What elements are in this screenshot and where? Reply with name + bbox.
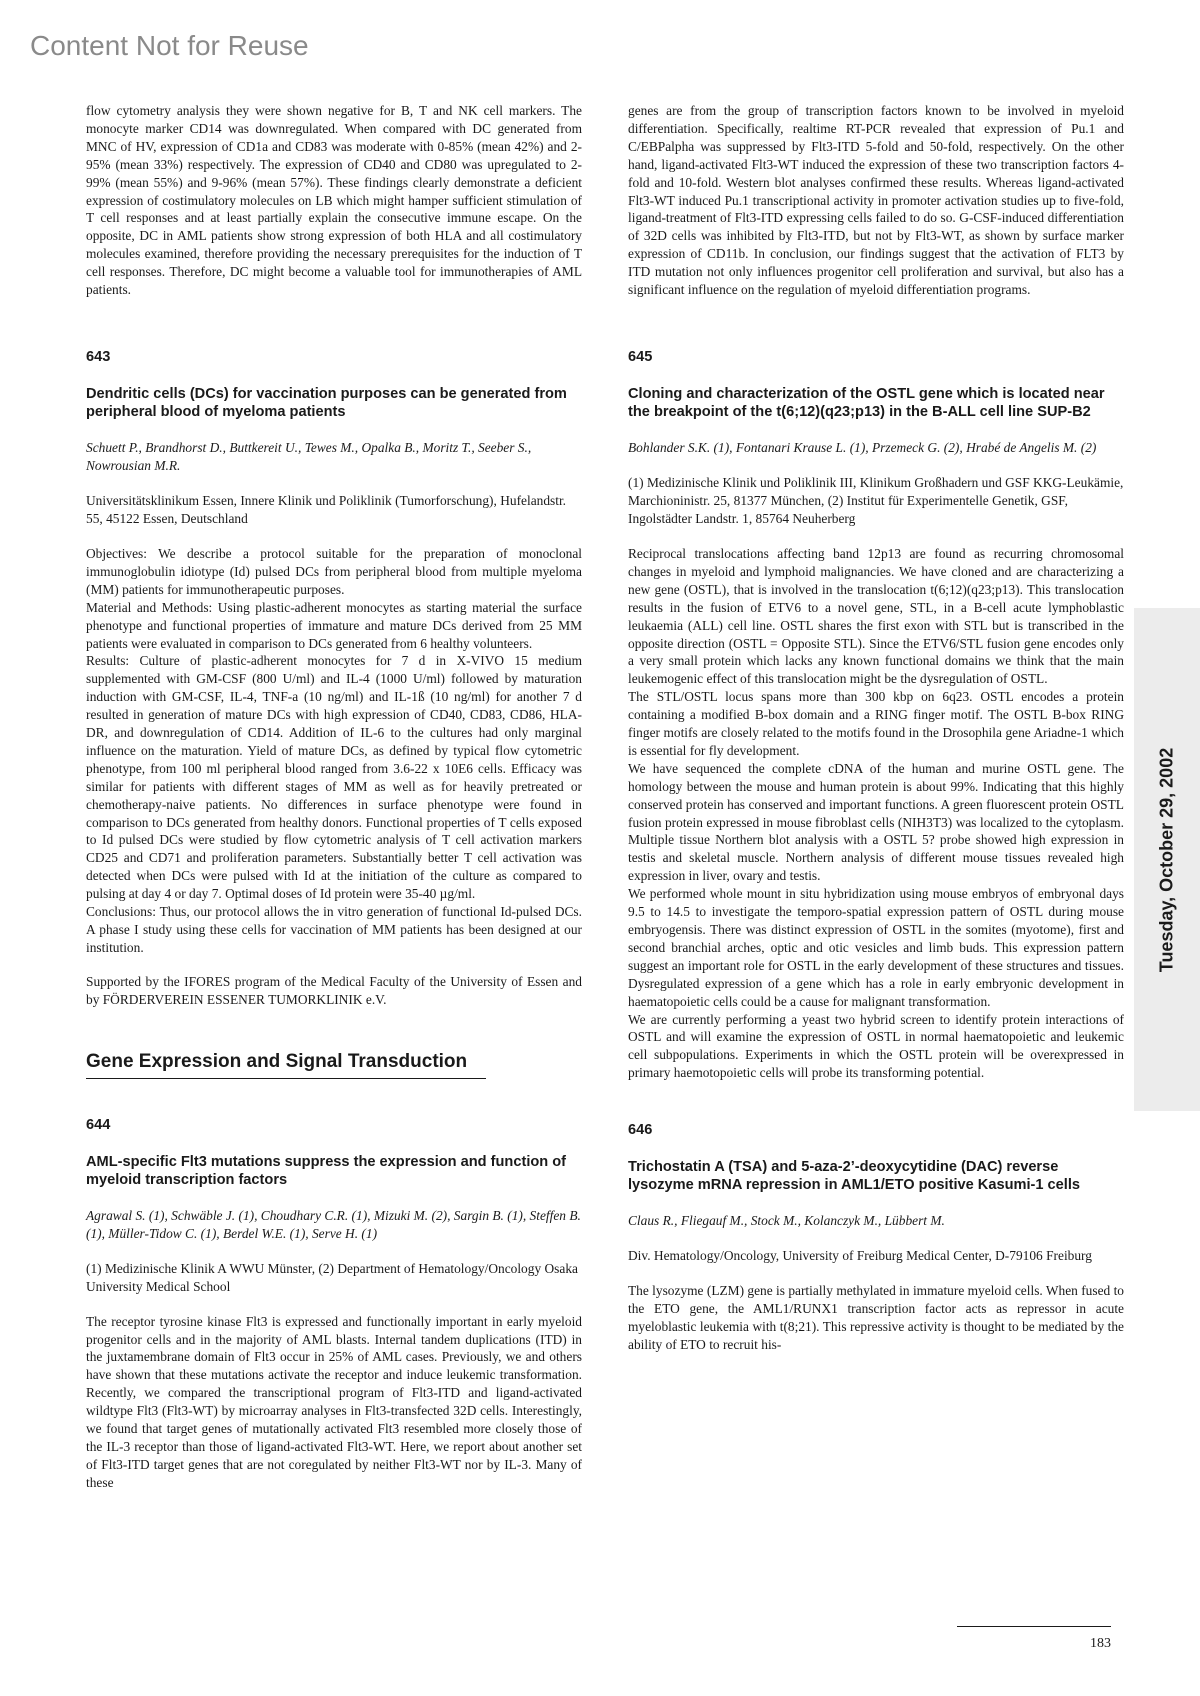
abstract-title: Trichostatin A (TSA) and 5-aza-2’-deoxycytidine (DAC) reverse lysozyme mRNA repression in AML1/ETO positive Kasumi-1 cells (628, 1159, 1081, 1194)
abstract-paragraph: We are currently performing a yeast two hybrid screen to identify protein interactions of OSTL and will examine the expression of OSTL in normal haematopoietic and leukemic cell subpopulations. Experiments in which the OSTL protein will be overexpressed in primary haemotopoietic cells will probe its transforming potential. (628, 1011, 1124, 1081)
abstract-affiliation: Universitätsklinikum Essen, Innere Klinik und Poliklinik (Tumorforschung), Hufelandstr. 55, 45122 Essen, Deutschland (86, 492, 567, 526)
abstract-paragraph: We performed whole mount in situ hybridization using mouse embryos of embryonal days 9.5 to 14.5 to investigate the temporo-spatial expression pattern of OSTL during mouse embryogensis. There was distinct expression of OSTL in the somites (myotome), first and second branchial arches, optic and otic vesicles and limb buds. This expression pattern suggest an important role for OSTL in the early development of these structures and tissues. Dysregulated expression of a gene which has a role in early embryonic development in haematopoietic cells could be a cause for malignant transformation. (628, 886, 1124, 1009)
section-heading: Gene Expression and Signal Transduction (86, 1051, 486, 1079)
abstract-number: 645 (628, 348, 653, 365)
abstract-authors: Bohlander S.K. (1), Fontanari Krause L. (1), Przemeck G. (2), Hrabé de Angelis M. (2) (628, 439, 1097, 455)
abstract-affiliation: Div. Hematology/Oncology, University of Freiburg Medical Center, D-79106 Freiburg (628, 1248, 1092, 1264)
abstract-number: 646 (628, 1122, 653, 1139)
abstract-affiliation: (1) Medizinische Klinik und Poliklinik III, Klinikum Großhadern und GSF KKG-Leukämie, Marchioninistr. 25, 81377 München, (2) Institut für Experimentelle Genetik, GSF, Ingolstädter Landstr. 1, 85764 Neuherberg (628, 474, 1124, 526)
abstract-title: Dendritic cells (DCs) for vaccination purposes can be generated from peripheral blood of myeloma patients (86, 385, 567, 420)
abstract-number: 643 (86, 348, 111, 365)
abstract-title: AML-specific Flt3 mutations suppress the expression and function of myeloid transcription factors (86, 1153, 567, 1188)
abstract-methods: Material and Methods: Using plastic-adherent monocytes as starting material the surface phenotype and functional properties of immature and mature DCs derived from 25 MM patients were evaluated in comparison to DCs generated from 6 healthy volunteers. (86, 599, 582, 651)
continued-text: genes are from the group of transcription factors known to be involved in myeloid differentiation. Specifically, realtime RT-PCR revealed that expression of Pu.1 and C/EBPalpha was suppressed by Flt3-ITD 5-fold and 50-fold, respectively. On the other hand, ligand-activated Flt3-WT induced the expression of these two transcription factors 4-fold and 10-fold. Western blot analyses confirmed these results. Whereas ligand-activated Flt3-WT induced Pu.1 transcriptional activity in promoter activation studies up to five-fold, ligand-treatment of Flt3-ITD expressing cells failed to do so. G-CSF-induced differentiation of 32D cells was inhibited by Flt3-ITD, but not by Flt3-WT, as shown by surface marker expression of CD11b. In conclusion, our findings suggest that the activation of FLT3 by ITD mutation not only influences progenitor cell proliferation and survival, but also has a significant influence on the regulation of myeloid differentiation programs. (628, 103, 1124, 298)
abstract-paragraph: The STL/OSTL locus spans more than 300 kbp on 6q23. OSTL encodes a protein containing a modified B-box domain and a RING finger motif. The OSTL B-box RING finger motifs are closely related to the motifs found in the Drosophila gene Ariadne-1 which is essential for fly development. (628, 689, 1124, 758)
abstract-support: Supported by the IFORES program of the Medical Faculty of the University of Essen and by FÖRDERVEREIN ESSENER TUMORKLINIK e.V. (86, 973, 582, 1007)
continued-text: flow cytometry analysis they were shown negative for B, T and NK cell markers. The monocyte marker CD14 was downregulated. When compared with DC generated from MNC of HV, expression of CD1a and CD83 was moderate with 0-85% (mean 42%) and 2-95% (mean 33%) respectively. The expression of CD40 and CD80 was upregulated to 2-99% (mean 55%) and 9-96% (mean 57%). These findings clearly demonstrate a deficient expression of costimulatory molecules on LB which might hamper sufficient stimulation of T cell responses and at least partially explain the consecutive immune escape. On the opposite, DC in AML patients show strong expression of both HLA and all costimulatory molecules examined, therefore providing the necessary prerequisites for the induction of T cell responses. Therefore, DC might become a valuable tool for immunotherapies of AML patients. (86, 103, 582, 298)
abstract-paragraph: We have sequenced the complete cDNA of the human and murine OSTL gene. The homology between the mouse and human protein is about 99%. Indicating that this highly conserved protein has conserved and important functions. A green fluorescent protein OSTL fusion protein expressed in mouse fibroblast cells (NIH3T3) was localized to the cytoplasm. Multiple tissue Northern blot analysis with a OSTL 5? probe showed high expression in testis and skeletal muscle. Northern analysis of different mouse tissues revealed high expression in liver, ovary and testis. (628, 760, 1124, 884)
abstract-affiliation: (1) Medizinische Klinik A WWU Münster, (2) Department of Hematology/Oncology Osaka University Medical School (86, 1260, 578, 1294)
abstract-number: 644 (86, 1116, 111, 1133)
abstract-body: The lysozyme (LZM) gene is partially methylated in immature myeloid cells. When fused to the ETO gene, the AML1/RUNX1 transcription factor acts as repressor in acute myeloblastic leukemia with t(8;21). This repressive activity is thought to be mediated by the ability of ETO to recruit his- (628, 1283, 1124, 1352)
abstract-results: Results: Culture of plastic-adherent monocytes for 7 d in X-VIVO 15 medium supplemented with GM-CSF (800 U/ml) and IL-4 (1000 U/ml) followed by maturation induction with GM-CSF, IL-4, TNF-a (10 ng/ml) and IL-1ß (10 ng/ml) for another 7 d resulted in generation of mature DCs with high expression of CD40, CD83, CD86, HLA-DR, and downregulation of CD14. Addition of IL-6 to the cultures had only marginal influence on the maturation. Yield of mature DCs, as defined by typical flow cytometric phenotype, from 100 ml peripheral blood ranged from 3.6-22 x 10E6 cells. Efficacy was similar for patients with different stages of MM as well as for heavily pretreated or chemotherapy-naive patients. No differences in surface phenotype were found in comparison to DCs generated from healthy donors. Functional properties of T cells exposed to Id pulsed DCs were studied by flow cytometric analysis of T cell activation markers CD25 and CD71 and proliferation parameters. Substantially better T cell activation was detected when DCs were pulsed with Id at the initiation of the culture as compared to pulsing at day 4 or day 7. Optimal doses of Id protein were 35-40 µg/ml. (86, 653, 582, 902)
right-column (628, 102, 1124, 1354)
date-side-tab (1134, 608, 1200, 1111)
footer-rule (957, 1626, 1111, 1627)
abstract-paragraph: Reciprocal translocations affecting band 12p13 are found as recurring chromosomal changes in myeloid and lymphoid malignancies. We have cloned and are characterizing a new gene (OSTL), that is involved in the translocation t(6;12)(q23;p13). This translocation results in the fusion of ETV6 to a novel gene, STL, in a B-cell acute lymphoblastic leukaemia (ALL) cell line. OSTL shares the first exon with STL but is transcribed in the opposite direction (OSTL = Opposite STL). Since the ETV6/STL fusion gene encodes only a very small protein which lacks any known functional domains we think that the main leukemogenic effect of this translocation might be the dysregulation of OSTL. (628, 545, 1124, 687)
abstract-title: Cloning and characterization of the OSTL gene which is located near the breakpoint of the t(6;12)(q23;p13) in the B-ALL cell line SUP-B2 (628, 385, 1105, 420)
abstract-conclusions: Conclusions: Thus, our protocol allows the in vitro generation of functional Id-pulsed DCs. A phase I study using these cells for vaccination of MM patients has been designed at our institution. (86, 904, 582, 955)
abstract-authors: Agrawal S. (1), Schwäble J. (1), Choudhary C.R. (1), Mizuki M. (2), Sargin B. (1), Steffen B. (1), Müller-Tidow C. (1), Berdel W.E. (1), Serve H. (1) (86, 1207, 581, 1241)
left-column (86, 102, 582, 1492)
abstract-objectives: Objectives: We describe a protocol suitable for the preparation of monoclonal immunoglobulin idiotype (Id) pulsed DCs from peripheral blood from multiple myeloma (MM) patients for immunotherapeutic purposes. (86, 545, 582, 597)
date-label: Tuesday, October 29, 2002 (1156, 747, 1177, 972)
abstract-authors: Claus R., Fliegauf M., Stock M., Kolanczyk M., Lübbert M. (628, 1213, 945, 1229)
abstract-authors: Schuett P., Brandhorst D., Buttkereit U., Tewes M., Opalka B., Moritz T., Seeber S., Nowrousian M.R. (86, 439, 532, 473)
page-number: 183 (1090, 1636, 1111, 1651)
abstract-body: The receptor tyrosine kinase Flt3 is expressed and functionally important in early myeloid progenitor cells and in the majority of AML blasts. Internal tandem duplications (ITD) in the juxtamembrane domain of Flt3 occur in 25% of AML cases. Previously, we and others have shown that these mutations activate the receptor and induce leukemic transformation. Recently, we compared the transcriptional program of Flt3-ITD and ligand-activated wildtype Flt3 (Flt3-WT) by microarray analyses in Flt3-transfected 32D cells. Interestingly, we found that target genes of mutationally activated Flt3 resembled more closely those of the IL-3 receptor than those of ligand-activated Flt3-WT. Here, we report about another set of Flt3-ITD target genes that are not coregulated by neither Flt3-WT nor by IL-3. Many of these (86, 1313, 582, 1490)
watermark: Content Not for Reuse (30, 30, 309, 61)
